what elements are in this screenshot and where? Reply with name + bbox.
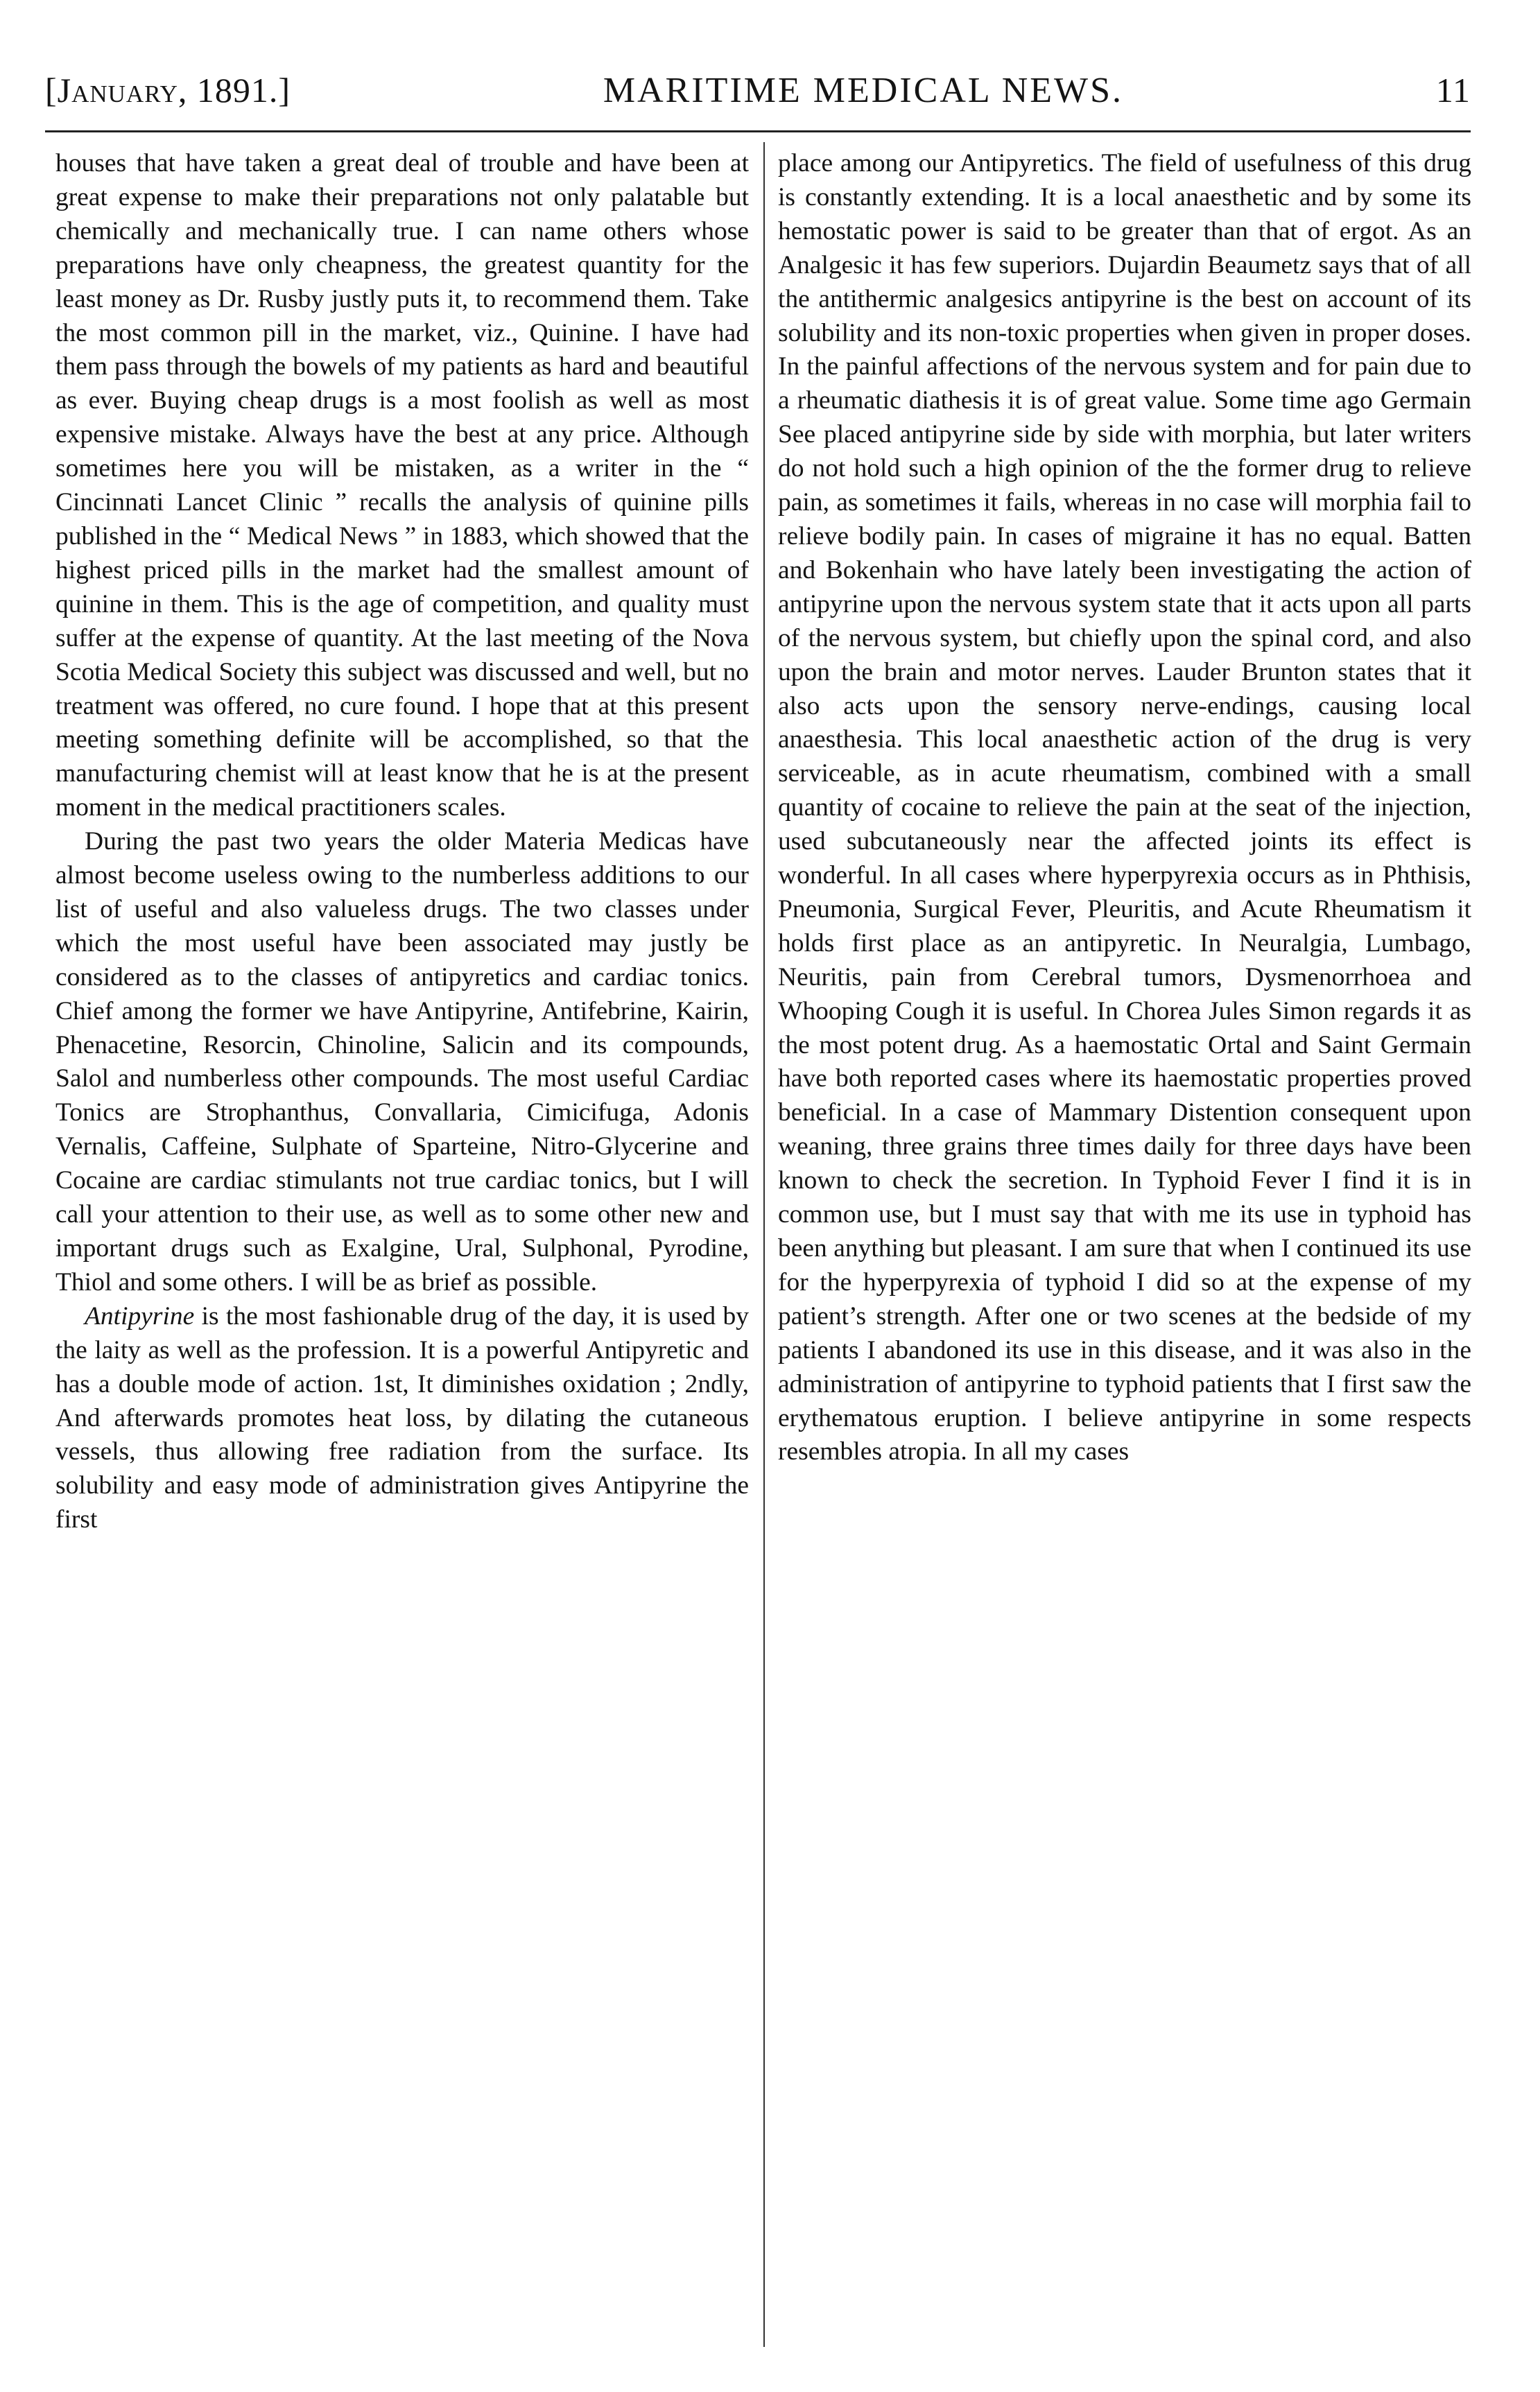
column-divider — [763, 142, 765, 2347]
left-paragraph-3-text: is the most fashionable drug of the day, it is used by the laity as well as the profession. It is a powerful Antipyretic and has a double mode of action. 1st, It diminishes oxidation ; 2ndly, And afterwards promotes heat loss, by dilating the cutaneous vessels, thus allowing free radiation from the surface. Its solubility and easy mode of administration gives Antipyrine the first — [55, 1301, 749, 1534]
left-paragraph-1: houses that have taken a great deal of trouble and have been at great expense to make their preparations not only palatable but chemically and mechanically true. I can name others whose preparations have only cheapness, the greatest quantity for the least money as Dr. Rusby justly puts it, to recommend them. Take the most common pill in the market, viz., Quinine. I have had them pass through the bowels of my patients as hard and beautiful as ever. Buying cheap drugs is a most foolish as well as most expensive mistake. Always have the best at any price. Although sometimes here you will be mistaken, as a writer in the “ Cincinnati Lancet Clinic ” recalls the analysis of quinine pills published in the “ Medical News ” in 1883, which showed that the highest priced pills in the market had the smallest amount of quinine in them. This is the age of competition, and quality must suffer at the expense of quantity. At the last meeting of the Nova Scotia Medical Society this subject was discussed and well, but no treatment was offered, no cure found. I hope that at this present meeting something definite will be accomplished, so that the manufacturing chemist will at least know that he is at the present moment in the medical practitioners scales. — [55, 149, 749, 822]
running-head — [45, 66, 1471, 114]
left-column — [55, 147, 749, 1537]
issue-date: [January, 1891.] — [45, 71, 291, 110]
antipyrine-heading: Antipyrine — [85, 1301, 195, 1331]
right-column — [778, 147, 1471, 1469]
left-paragraph-3 — [55, 1300, 749, 1537]
page-number: 11 — [1435, 71, 1471, 110]
right-paragraph-1: place among our Antipyretics. The field of usefulness of this drug is constantly extending. It is a local anaesthetic and by some its hemostatic power is said to be greater than that of ergot. As an Analgesic it has few superiors. Dujardin Beaumetz says that of all the antithermic analgesics antipyrine is the best on account of its solubility and its non-toxic properties when given in proper doses. In the painful affections of the nervous system and for pain due to a rheumatic diathesis it is of great value. Some time ago Germain See placed antipyrine side by side with morphia, but later writers do not hold such a high opinion of the the former drug to relieve pain, as sometimes it fails, whereas in no case will morphia fail to relieve bodily pain. In cases of migraine it has no equal. Batten and Bokenhain who have lately been investigating the action of antipyrine upon the nervous system state that it acts upon all parts of the nervous system, but chiefly upon the spinal cord, and also upon the brain and motor nerves. Lauder Brunton states that it also acts upon the sensory nerve-endings, causing local anaesthesia. This local anaesthetic action of the drug is very serviceable, as in acute rheumatism, combined with a small quantity of cocaine to relieve the pain at the seat of the injection, used subcutaneously near the affected joints its effect is wonderful. In all cases where hyperpyrexia occurs as in Phthisis, Pneumonia, Surgical Fever, Pleuritis, and Acute Rheumatism it holds first place as an antipyretic. In Neuralgia, Lumbago, Neuritis, pain from Cerebral tumors, Dysmenorrhoea and Whooping Cough it is useful. In Chorea Jules Simon regards it as the most potent drug. As a haemostatic Ortal and Saint Germain have both reported cases where its haemostatic properties proved beneficial. In a case of Mammary Distention consequent upon weaning, three grains three times daily for three days have been known to check the secretion. In Typhoid Fever I find it is in common use, but I must say that with me its use in typhoid has been anything but pleasant. I am sure that when I continued its use for the hyperpyrexia of typhoid I did so at the expense of my patient’s strength. After one or two scenes at the bedside of my patients I abandoned its use in this disease, and it was also in the administration of antipyrine to typhoid patients that I first saw the erythematous eruption. I believe antipyrine in some respects resembles atropia. In all my cases — [778, 149, 1471, 1466]
left-paragraph-2: During the past two years the older Materia Medicas have almost become useless owing to the numberless additions to our list of useful and also valueless drugs. The two classes under which the most useful have been associated may justly be considered as to the classes of antipyretics and cardiac tonics. Chief among the former we have Antipyrine, Antifebrine, Kairin, Phenacetine, Resorcin, Chinoline, Salicin and its compounds, Salol and numberless other compounds. The most useful Cardiac Tonics are Strophanthus, Convallaria, Cimicifuga, Adonis Vernalis, Caffeine, Sulphate of Sparteine, Nitro-Glycerine and Cocaine are cardiac stimulants not true cardiac tonics, but I will call your attention to their use, as well as to some other new and important drugs such as Exalgine, Ural, Sulphonal, Pyrodine, Thiol and some others. I will be as brief as possible. — [55, 827, 749, 1297]
journal-title: MARITIME MEDICAL NEWS. — [603, 70, 1124, 110]
header-rule — [45, 130, 1471, 132]
